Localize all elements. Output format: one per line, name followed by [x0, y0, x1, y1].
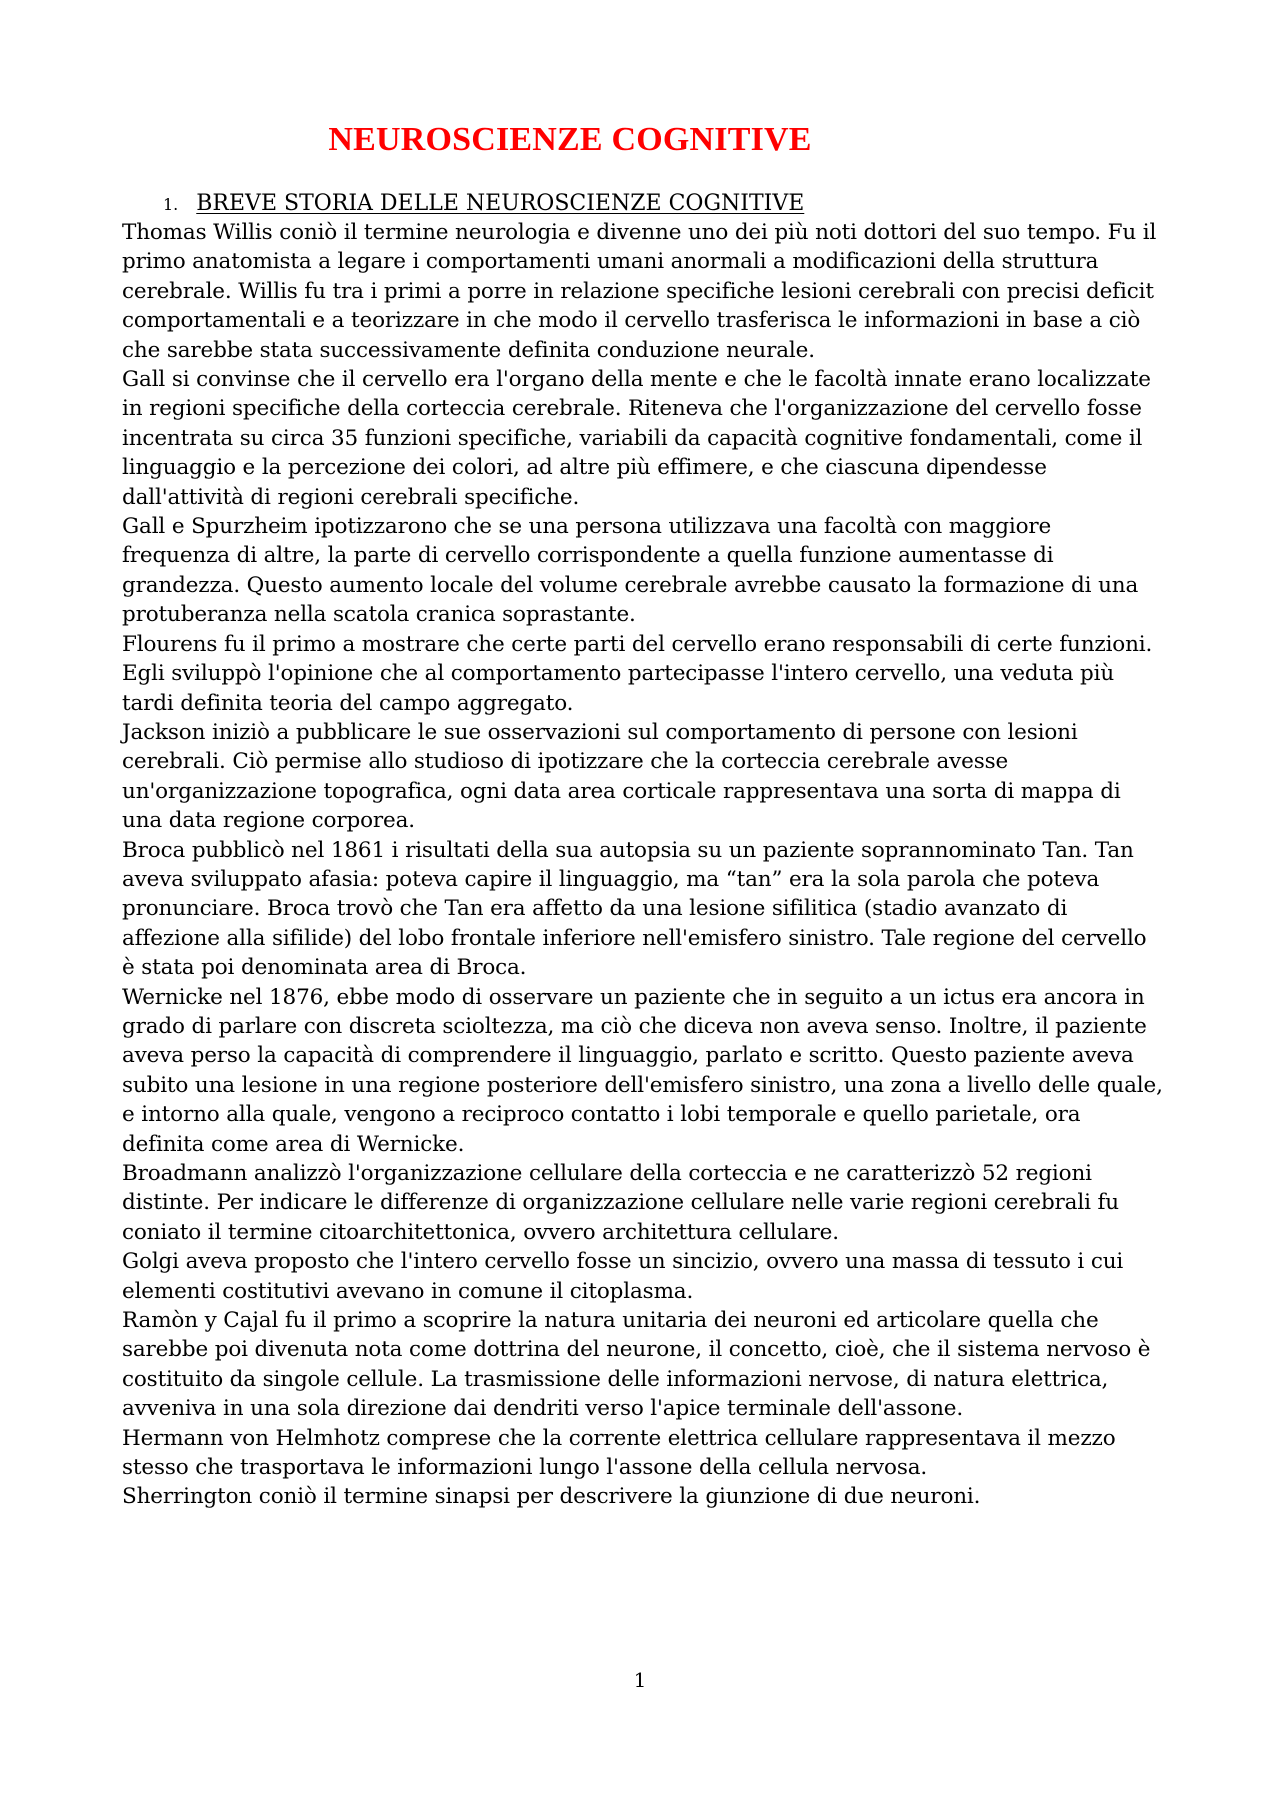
paragraph-broca: Broca pubblicò nel 1861 i risultati della sua autopsia su un paziente soprannominato Tan. Tan aveva sviluppato afasia: poteva capire il linguaggio, ma “tan” era la sola parola che poteva pronunciare. Broca trovò che Tan era affetto da una lesione sifilitica (stadio avanzato di affezione alla sifilide) del lobo frontale inferiore nell'emisfero sinistro. Tale regione del cervello è stata poi denominata area di Broca.: [122, 837, 1147, 981]
paragraph-jackson: Jackson iniziò a pubblicare le sue osservazioni sul comportamento di persone con lesioni cerebrali. Ciò permise allo studioso di ipotizzare che la corteccia cerebrale avesse un'organizzazione topografica, ogni data area corticale rappresentava una sorta di mappa di una data regione corporea.: [122, 719, 1121, 834]
paragraph-ramon-y-cajal: Ramòn y Cajal fu il primo a scoprire la natura unitaria dei neuroni ed articolare quella che sarebbe poi divenuta nota come dottrina del neurone, il concetto, cioè, che il sistema nervoso è costituito da singole cellule. La trasmissione delle informazioni nervose, di natura elettrica, avveniva in una sola direzione dai dendriti verso l'apice terminale dell'assone.: [122, 1308, 1151, 1422]
paragraph-flourens: Flourens fu il primo a mostrare che certe parti del cervello erano responsabili di certe funzioni. Egli sviluppò l'opinione che al comportamento partecipasse l'intero cervello, una veduta più tardi definita teoria del campo aggregato.: [122, 631, 1153, 716]
paragraph-golgi: Golgi aveva proposto che l'intero cervello fosse un sincizio, ovvero una massa di tessuto i cui elementi costitutivi avevano in comune il citoplasma.: [122, 1249, 1124, 1304]
paragraph-gall: Gall si convinse che il cervello era l'organo della mente e che le facoltà innate erano localizzate in regioni specifiche della corteccia cerebrale. Riteneva che l'organizzazione del cervello fosse incentrata su circa 35 funzioni specifiche, variabili da capacità cognitive fondamentali, come il linguaggio e la percezione dei colori, ad altre più effimere, e che ciascuna dipendesse dall'attività di regioni cerebrali specifiche.: [122, 367, 1151, 510]
paragraph-wernicke: Wernicke nel 1876, ebbe modo di osservare un paziente che in seguito a un ictus era ancora in grado di parlare con discreta scioltezza, ma ciò che diceva non aveva senso. Inoltre, il paziente aveva perso la capacità di comprendere il linguaggio, parlato e scritto. Questo paziente aveva subito una lesione in una regione posteriore dell'emisfero sinistro, una zona a livello delle quale, e intorno alla quale, vengono a reciproco contatto i lobi temporale e quello parietale, ora definita come area di Wernicke.: [122, 984, 1163, 1157]
paragraph-willis: Thomas Willis coniò il termine neurologia e divenne uno dei più noti dottori del suo tempo. Fu il primo anatomista a legare i comportamenti umani anormali a modificazioni della struttura cerebrale. Willis fu tra i primi a porre in relazione specifiche lesioni cerebrali con precisi deficit comportamentali e a teorizzare in che modo il cervello trasferisca le informazioni in base a ciò che sarebbe stata successivamente definita conduzione neurale.: [122, 220, 1157, 363]
section-number: 1.: [163, 195, 179, 214]
paragraph-sherrington: Sherrington coniò il termine sinapsi per descrivere la giunzione di due neuroni.: [122, 1484, 981, 1510]
body-text: [122, 218, 1164, 1512]
section-title: BREVE STORIA DELLE NEUROSCIENZE COGNITIVE: [196, 191, 805, 216]
paragraph-broadmann: Broadmann analizzò l'organizzazione cellulare della corteccia e ne caratterizzò 52 regioni distinte. Per indicare le differenze di organizzazione cellulare nelle varie regioni cerebrali fu coniato il termine citoarchitettonica, ovvero architettura cellulare.: [122, 1161, 1119, 1245]
section-heading: [163, 190, 804, 219]
document-title: NEUROSCIENZE COGNITIVE: [328, 121, 812, 158]
paragraph-helmhotz: Hermann von Helmhotz comprese che la corrente elettrica cellulare rappresentava il mezzo stesso che trasportava le informazioni lungo l'assone della cellula nervosa.: [122, 1425, 1116, 1481]
page-number: 1: [633, 1668, 647, 1692]
paragraph-gall-spurzheim: Gall e Spurzheim ipotizzarono che se una persona utilizzava una facoltà con maggiore frequenza di altre, la parte di cervello corrispondente a quella funzione aumentasse di grandezza. Questo aumento locale del volume cerebrale avrebbe causato la formazione di una protuberanza nella scatola cranica soprastante.: [122, 514, 1139, 628]
